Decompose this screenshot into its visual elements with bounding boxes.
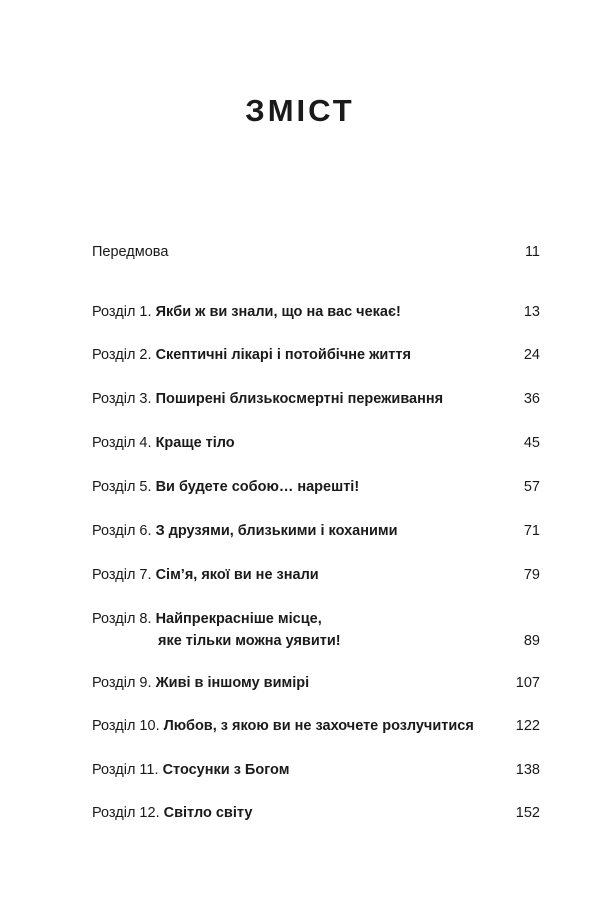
chapter-prefix: Розділ 11. xyxy=(92,762,159,778)
toc-entry-page: 89 xyxy=(523,633,540,649)
toc-entry-chapter-1[interactable] xyxy=(92,301,540,323)
chapter-prefix: Розділ 10. xyxy=(92,718,160,734)
chapter-title: Світло світу xyxy=(163,805,253,821)
toc-entry-chapter-11[interactable] xyxy=(92,759,540,781)
toc-entry-page: 36 xyxy=(523,391,540,407)
chapter-title: Якби ж ви знали, що на вас чекає! xyxy=(155,304,401,320)
chapter-title-continuation: яке тільки можна уявити! xyxy=(158,633,341,649)
toc-entry-chapter-3[interactable] xyxy=(92,388,540,410)
toc-entry-chapter-12[interactable] xyxy=(92,802,540,824)
chapter-prefix: Розділ 7. xyxy=(92,567,152,583)
chapter-prefix: Розділ 9. xyxy=(92,675,152,691)
toc-entry-chapter-6[interactable] xyxy=(92,520,540,542)
toc-entry-page: 57 xyxy=(523,479,540,495)
chapter-prefix: Розділ 6. xyxy=(92,523,152,539)
toc-entry-chapter-5[interactable] xyxy=(92,476,540,498)
toc-entry-page: 79 xyxy=(523,567,540,583)
chapter-title: Ви будете собою… нарешті! xyxy=(155,479,360,495)
chapter-prefix: Розділ 1. xyxy=(92,304,152,320)
toc-entry-chapter-7[interactable] xyxy=(92,564,540,586)
chapter-title: Найпрекрасніше місце, xyxy=(155,611,322,627)
chapter-prefix: Розділ 2. xyxy=(92,347,152,363)
toc-entry-page: 152 xyxy=(515,805,540,821)
chapter-prefix: Розділ 12. xyxy=(92,805,160,821)
chapter-title: Краще тіло xyxy=(155,435,235,451)
chapter-title: З друзями, близькими і коханими xyxy=(155,523,398,539)
chapter-title: Скептичні лікарі і потойбічне життя xyxy=(155,347,411,363)
toc-entry-preface[interactable] xyxy=(92,241,540,263)
chapter-prefix: Розділ 3. xyxy=(92,391,152,407)
chapter-title: Любов, з якою ви не захочете розлучитися xyxy=(163,718,474,734)
chapter-prefix: Розділ 5. xyxy=(92,479,152,495)
toc-entry-page: 107 xyxy=(515,675,540,691)
toc-entry-page: 11 xyxy=(524,244,540,260)
toc-entry-chapter-4[interactable] xyxy=(92,432,540,454)
toc-entry-page: 24 xyxy=(523,347,540,363)
toc-entry-page: 13 xyxy=(523,304,540,320)
chapter-title: Живі в іншому вимірі xyxy=(155,675,310,691)
chapter-prefix: Розділ 4. xyxy=(92,435,152,451)
chapter-title: Поширені близькосмертні переживання xyxy=(155,391,444,407)
toc-entry-page: 45 xyxy=(523,435,540,451)
toc-entry-page: 138 xyxy=(515,762,540,778)
chapter-prefix: Розділ 8. xyxy=(92,611,152,627)
page-title: ЗМІСТ xyxy=(245,93,355,128)
chapter-title: Стосунки з Богом xyxy=(162,762,290,778)
chapter-title: Сім’я, якої ви не знали xyxy=(155,567,319,583)
toc-entry-label: Передмова xyxy=(92,244,169,260)
toc-entry-chapter-10[interactable] xyxy=(92,715,540,737)
toc-entry-page: 71 xyxy=(523,523,540,539)
toc-entry-chapter-2[interactable] xyxy=(92,344,540,366)
toc-entry-chapter-8[interactable] xyxy=(92,608,540,652)
toc-entry-page: 122 xyxy=(515,718,540,734)
toc-entry-chapter-9[interactable] xyxy=(92,672,540,694)
